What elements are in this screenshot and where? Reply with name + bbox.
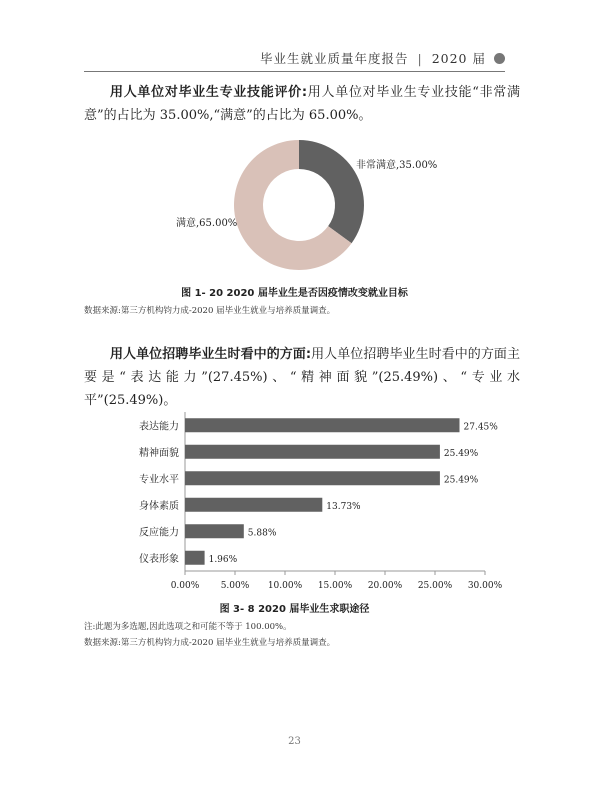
pie-label: 满意,65.00%: [176, 218, 238, 229]
bar-value-label: 13.73%: [326, 501, 361, 512]
bar: [185, 498, 322, 512]
figure2-note: 注:此题为多选题,因此选项之和可能不等于 100.00%。: [84, 622, 292, 632]
page-header: [84, 46, 505, 70]
report-year: 2020 届: [431, 51, 486, 66]
bar-value-label: 5.88%: [247, 528, 277, 539]
paragraph-skill-evaluation: [84, 81, 520, 127]
paragraph-text: 用人单位对毕业生专业技能“非常满意”的占比为 35.00%,“满意”的占比为 65.00%。: [84, 85, 520, 123]
bar-value-label: 27.45%: [463, 422, 498, 433]
report-title: 毕业生就业质量年度报告: [259, 51, 409, 66]
figure2-source: 数据来源:第三方机构钧力成-2020 届毕业生就业与培养质量调查。: [84, 638, 336, 648]
paragraph-lead: 用人单位对毕业生专业技能评价:: [110, 85, 308, 100]
bar: [185, 551, 205, 565]
category-label: 精神面貌: [139, 447, 179, 459]
x-tick-label: 10.00%: [267, 581, 303, 591]
x-tick-label: 5.00%: [220, 581, 250, 591]
bar: [185, 471, 440, 485]
category-label: 专业水平: [139, 474, 179, 486]
bar-value-label: 25.49%: [443, 475, 479, 486]
header-dot-icon: [494, 53, 505, 64]
bar-chart: [0, 400, 589, 600]
bar: [185, 445, 440, 459]
figure1-source: 数据来源:第三方机构钧力成-2020 届毕业生就业与培养质量调查。: [84, 306, 336, 316]
header-rule: [84, 71, 505, 72]
category-label: 表达能力: [139, 421, 179, 433]
pie-label: 非常满意,35.00%: [356, 160, 438, 171]
page-number: 23: [288, 736, 301, 747]
category-label: 身体素质: [139, 500, 179, 512]
pie-chart: [0, 130, 589, 280]
x-tick-label: 15.00%: [317, 581, 353, 591]
x-tick-label: 20.00%: [367, 581, 403, 591]
figure1-caption: 图 1- 20 2020 届毕业生是否因疫情改变就业目标: [181, 288, 408, 299]
x-tick-label: 25.00%: [417, 581, 453, 591]
x-tick-label: 30.00%: [467, 581, 503, 591]
bar-value-label: 25.49%: [443, 448, 479, 459]
paragraph-text: 用人单位招聘毕业生时看中的方面主要是“表达能力”(27.45%)、“精神面貌”(25.49%)、“专业水平”(25.49%)。: [84, 347, 520, 408]
category-label: 仪表形象: [139, 553, 179, 565]
pie-slice: [299, 140, 364, 243]
paragraph-lead: 用人单位招聘毕业生时看中的方面:: [110, 347, 312, 362]
bar: [185, 524, 244, 538]
figure2-caption: 图 3- 8 2020 届毕业生求职途径: [219, 604, 370, 615]
bar-value-label: 1.96%: [208, 554, 238, 565]
category-label: 反应能力: [139, 527, 179, 539]
x-tick-label: 0.00%: [170, 581, 200, 591]
bar: [185, 418, 460, 432]
header-separator: |: [417, 50, 423, 66]
